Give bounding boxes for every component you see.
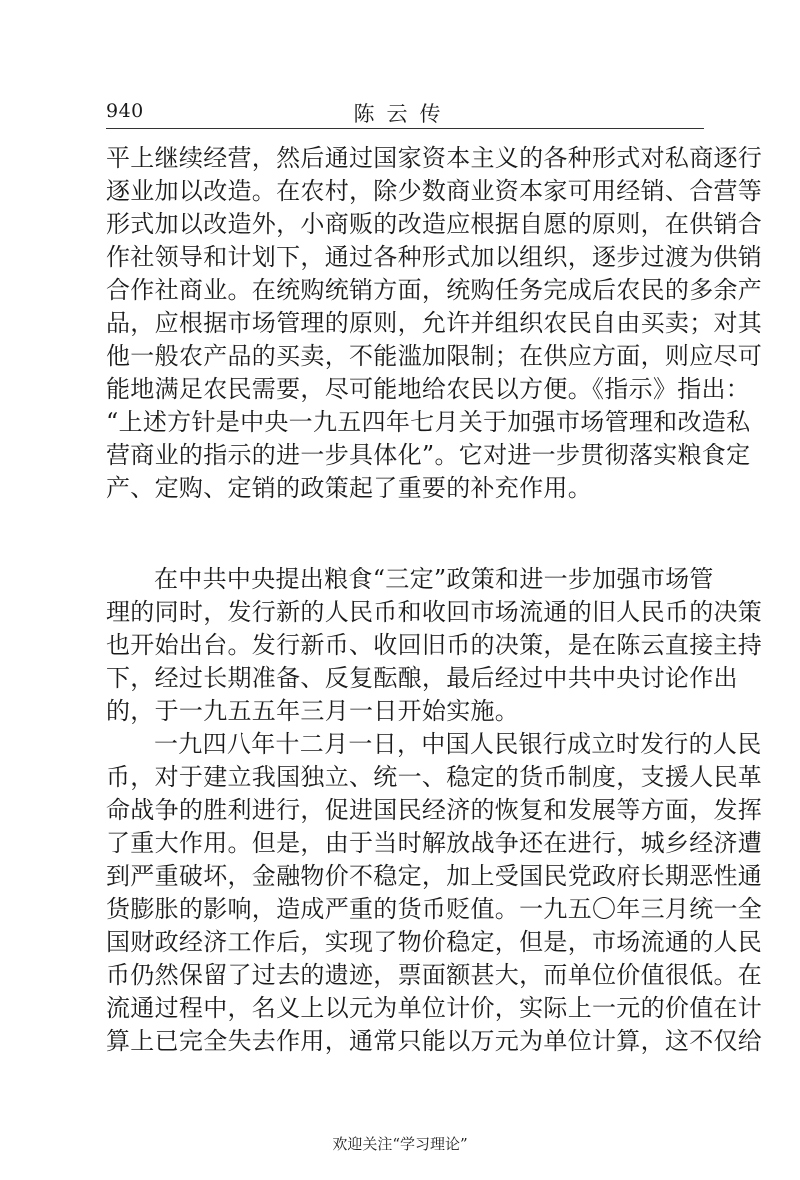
text-line: 理的同时，发行新的人民币和收回市场流通的旧人民币的决策 xyxy=(106,598,763,626)
text-line: 逐业加以改造。在农村，除少数商业资本家可用经销、合营等 xyxy=(106,177,763,205)
text-line: 的，于一九五五年三月一日开始实施。 xyxy=(106,697,520,725)
text-line: 下，经过长期准备、反复酝酿，最后经过中共中央讨论作出 xyxy=(106,664,738,692)
text-line: 他一般农产品的买卖，不能滥加限制；在供应方面，则应尽可 xyxy=(106,342,763,370)
text-line: 形式加以改造外，小商贩的改造应根据自愿的原则，在供销合 xyxy=(106,210,763,238)
text-line: “上述方针是中央一九五四年七月关于加强市场管理和改造私 xyxy=(106,408,751,436)
text-line: 一九四八年十二月一日，中国人民银行成立时发行的人民 xyxy=(154,730,762,758)
page-number: 940 xyxy=(106,100,144,122)
text-line: 币仍然保留了过去的遗迹，票面额甚大，而单位价值很低。在 xyxy=(106,961,763,989)
text-line: 国财政经济工作后，实现了物价稳定，但是，市场流通的人民 xyxy=(106,928,763,956)
running-title: 陈云传 xyxy=(353,102,453,126)
text-line: 算上已完全失去作用，通常只能以万元为单位计算，这不仅给 xyxy=(106,1027,763,1055)
text-line: 货膨胀的影响，造成严重的货币贬值。一九五〇年三月统一全 xyxy=(106,895,763,923)
text-line: 在中共中央提出粮食“三定”政策和进一步加强市场管 xyxy=(154,565,714,593)
text-line: 币，对于建立我国独立、统一、稳定的货币制度，支援人民革 xyxy=(106,763,763,791)
page-header xyxy=(106,100,700,128)
text-line: 命战争的胜利进行，促进国民经济的恢复和发展等方面，发挥 xyxy=(106,796,763,824)
footer-note: 欢迎关注“学习理论” xyxy=(332,1135,468,1153)
text-line: 平上继续经营，然后通过国家资本主义的各种形式对私商逐行 xyxy=(106,144,763,172)
paragraph-1 xyxy=(106,142,763,505)
text-line: 产、定购、定销的政策起了重要的补充作用。 xyxy=(106,474,592,502)
text-line: 品，应根据市场管理的原则，允许并组织农民自由买卖；对其 xyxy=(106,309,763,337)
body-text xyxy=(106,142,763,1058)
text-line: 合作社商业。在统购统销方面，统购任务完成后农民的多余产 xyxy=(106,276,763,304)
text-line: 能地满足农民需要，尽可能地给农民以方便。《指示》指出： xyxy=(106,375,751,403)
text-line: 流通过程中，名义上以元为单位计价，实际上一元的价值在计 xyxy=(106,994,763,1022)
header-rule xyxy=(106,128,704,129)
paragraph-3 xyxy=(106,728,763,1058)
text-line: 也开始出台。发行新币、收回旧币的决策，是在陈云直接主持 xyxy=(106,631,763,659)
text-line: 营商业的指示的进一步具体化”。它对进一步贯彻落实粮食定 xyxy=(106,441,751,469)
text-line: 了重大作用。但是，由于当时解放战争还在进行，城乡经济遭 xyxy=(106,829,763,857)
section-gap xyxy=(106,505,706,563)
paragraph-2 xyxy=(106,563,763,728)
text-line: 到严重破坏，金融物价不稳定，加上受国民党政府长期恶性通 xyxy=(106,862,763,890)
text-line: 作社领导和计划下，通过各种形式加以组织，逐步过渡为供销 xyxy=(106,243,763,271)
